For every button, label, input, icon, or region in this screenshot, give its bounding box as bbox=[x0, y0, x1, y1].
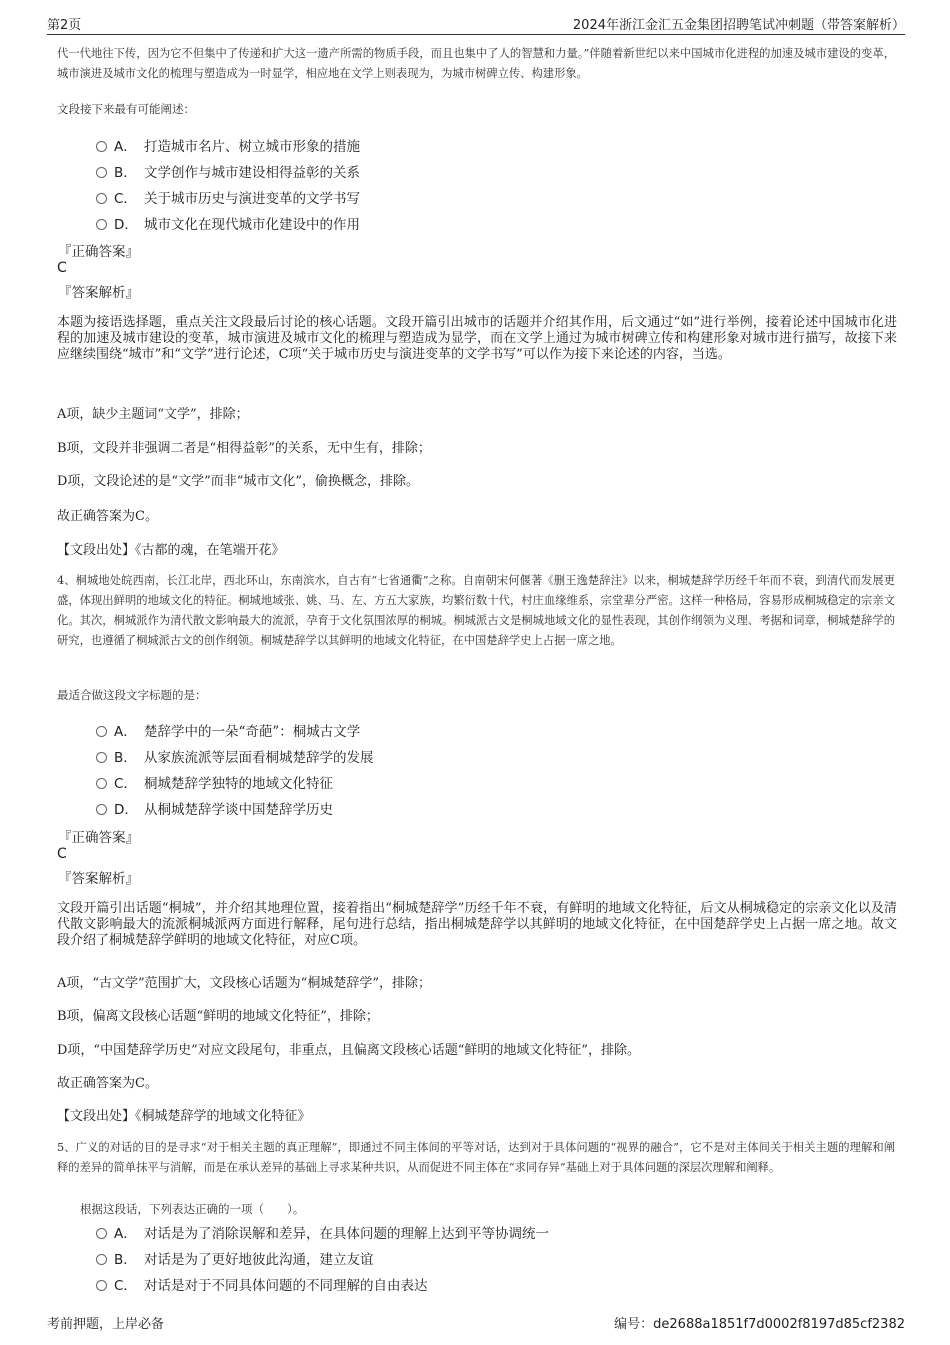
radio-icon[interactable] bbox=[96, 1228, 107, 1239]
q4-prompt: 最适合做这段文字标题的是： bbox=[57, 688, 207, 702]
q4-note-d: D项，“中国楚辞学历史”对应文段尾句，非重点，且偏离文段核心话题“鲜明的地域文化特征”，排除。 bbox=[57, 1043, 641, 1058]
page-footer bbox=[47, 1313, 905, 1333]
q4-option-b[interactable]: B． 从家族流派等层面看桐城楚辞学的发展 bbox=[96, 746, 374, 768]
q5-option-c[interactable]: C． 对话是对于不同具体问题的不同理解的自由表达 bbox=[96, 1274, 428, 1296]
q5-option-a[interactable]: A． 对话是为了消除误解和差异，在具体问题的理解上达到平等协调统一 bbox=[96, 1222, 549, 1244]
q3-answer-label: 『正确答案』 bbox=[58, 244, 139, 260]
q4-answer: C bbox=[57, 846, 67, 862]
q3-analysis-label: 『答案解析』 bbox=[58, 285, 139, 301]
q3-note-b: B项，文段并非强调二者是“相得益彰”的关系，无中生有，排除； bbox=[57, 441, 431, 456]
q4-option-d[interactable]: D． 从桐城楚辞学谈中国楚辞学历史 bbox=[96, 798, 333, 820]
document-code: 编号：de2688a1851f7d0002f8197d85cf2382 bbox=[614, 1317, 905, 1332]
q4-analysis-label: 『答案解析』 bbox=[58, 871, 139, 887]
q4-passage: 4、桐城地处皖西南，长江北岸，西北环山，东南滨水，自古有“七省通衢”之称。自南朝宋何偃著《删王逸楚辞注》以来，桐城楚辞学历经千年而不衰，到清代而发展更盛，体现出鲜明的地域文化的特征。桐城地域张、姚、马、左、方五大家族，均繁衍数十代，村庄血缘维系，宗堂辈分严密。这样一种格局，容易形成桐城稳定的宗亲文化。其次，桐城派作为清代散文影响最大的流派，孕育于文化氛围浓厚的桐城。桐城派古文是桐城地域文化的显性表现，其创作纲领为义理、考据和词章，桐城楚辞学的研究，也遵循了桐城派古文的创作纲领。桐城楚辞学以其鲜明的地域文化特征，在中国楚辞学史上占据一席之地。 bbox=[57, 574, 895, 647]
q4-answer-label: 『正确答案』 bbox=[58, 830, 139, 846]
radio-icon[interactable] bbox=[96, 193, 107, 204]
q3-conclusion: 故正确答案为C。 bbox=[57, 509, 158, 524]
q3-source: 【文段出处】《古都的魂，在笔端开花》 bbox=[57, 543, 285, 558]
document-title: 2024年浙江金汇五金集团招聘笔试冲刺题（带答案解析） bbox=[572, 18, 905, 33]
radio-icon[interactable] bbox=[96, 1280, 107, 1291]
q3-option-d[interactable]: D． 城市文化在现代城市化建设中的作用 bbox=[96, 213, 360, 235]
q3-note-a: A项，缺少主题词“文学”，排除； bbox=[57, 407, 249, 422]
page-number: 第2页 bbox=[47, 18, 82, 33]
q4-option-a[interactable]: A． 楚辞学中的一朵“奇葩”：桐城古文学 bbox=[96, 720, 360, 742]
q3-passage-tail: 代一代地往下传，因为它不但集中了传递和扩大这一遗产所需的物质手段，而且也集中了人的智慧和力量。”伴随着新世纪以来中国城市化进程的加速及城市建设的变革，城市演进及城市文化的梳理与塑造成为一时显学，相应地在文学上则表现为，为城市树碑立传、构建形象。 bbox=[57, 47, 895, 80]
q3-prompt: 文段接下来最有可能阐述： bbox=[57, 102, 195, 116]
q4-option-c[interactable]: C． 桐城楚辞学独特的地域文化特征 bbox=[96, 772, 333, 794]
radio-icon[interactable] bbox=[96, 1254, 107, 1265]
q5-prompt: 根据这段话，下列表达正确的一项（ ）。 bbox=[80, 1202, 305, 1216]
q3-option-a[interactable]: A． 打造城市名片、树立城市形象的措施 bbox=[96, 135, 360, 157]
q3-note-d: D项，文段论述的是“文学”而非“城市文化”，偷换概念，排除。 bbox=[57, 474, 420, 489]
radio-icon[interactable] bbox=[96, 752, 107, 763]
footer-slogan: 考前押题，上岸必备 bbox=[47, 1317, 165, 1332]
q4-conclusion: 故正确答案为C。 bbox=[57, 1076, 158, 1091]
q5-passage: 5、广义的对话的目的是寻求“对于相关主题的真正理解”，即通过不同主体间的平等对话，达到对于具体问题的“视界的融合”，它不是对主体间关于相关主题的理解和阐释的差异的简单抹平与消解，而是在承认差异的基础上寻求某种共识，从而促进不同主体在“求同存异”基础上对于具体问题的深层次理解和阐释。 bbox=[57, 1141, 895, 1174]
radio-icon[interactable] bbox=[96, 804, 107, 815]
q4-analysis: 文段开篇引出话题“桐城”，并介绍其地理位置，接着指出“桐城楚辞学”历经千年不衰，有鲜明的地域文化特征，后文从桐城稳定的宗亲文化以及清代散文影响最大的流派桐城派两方面进行解释，尾句进行总结，指出桐城楚辞学以其鲜明的地域文化特征，在中国楚辞学史上占据一席之地。故文段介绍了桐城楚辞学鲜明的地域文化特征，对应C项。 bbox=[57, 901, 897, 948]
radio-icon[interactable] bbox=[96, 778, 107, 789]
q3-answer: C bbox=[57, 260, 67, 276]
q3-option-c[interactable]: C． 关于城市历史与演进变革的文学书写 bbox=[96, 187, 360, 209]
q4-note-b: B项，偏离文段核心话题“鲜明的地域文化特征”，排除； bbox=[57, 1009, 379, 1024]
q3-option-b[interactable]: B． 文学创作与城市建设相得益彰的关系 bbox=[96, 161, 360, 183]
q4-source: 【文段出处】《桐城楚辞学的地域文化特征》 bbox=[57, 1109, 311, 1124]
radio-icon[interactable] bbox=[96, 219, 107, 230]
q4-note-a: A项，“古文学”范围扩大，文段核心话题为“桐城楚辞学”，排除； bbox=[57, 976, 431, 991]
radio-icon[interactable] bbox=[96, 141, 107, 152]
radio-icon[interactable] bbox=[96, 726, 107, 737]
radio-icon[interactable] bbox=[96, 167, 107, 178]
q5-option-b[interactable]: B． 对话是为了更好地彼此沟通，建立友谊 bbox=[96, 1248, 374, 1270]
q3-analysis: 本题为接语选择题，重点关注文段最后讨论的核心话题。文段开篇引出城市的话题并介绍其作用，后文通过“如”进行举例，接着论述中国城市化进程的加速及城市建设的变革，城市演进及城市文化的梳理与塑造成为显学，而在文学上通过为城市树碑立传和构建形象对城市进行描写，故接下来应继续围绕“城市”和“文学”进行论述，C项“关于城市历史与演进变革的文学书写”可以作为接下来论述的内容，当选。 bbox=[57, 315, 897, 362]
page-header bbox=[47, 12, 905, 35]
